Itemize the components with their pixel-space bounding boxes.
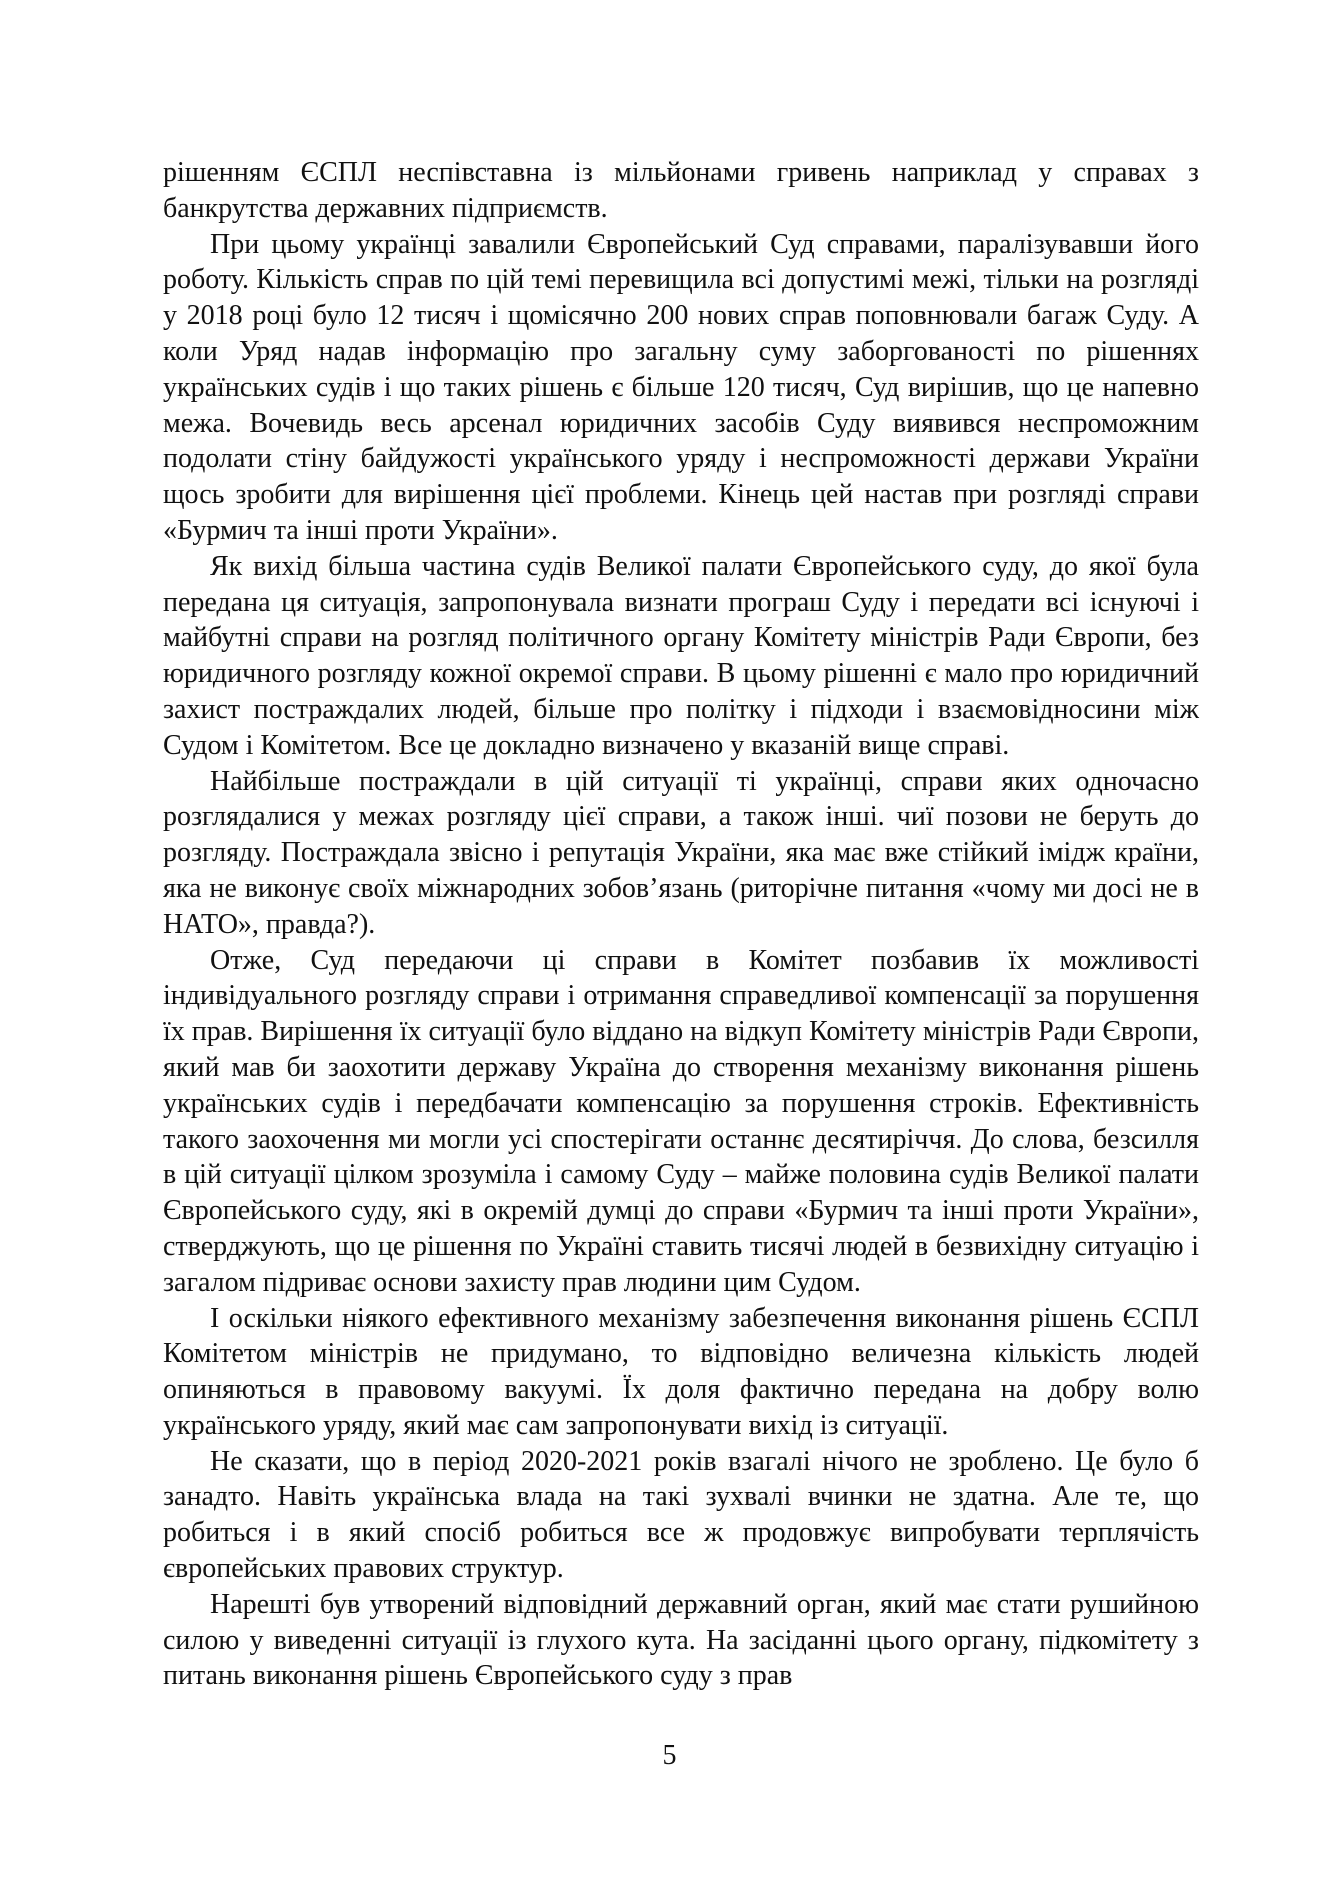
body-text: [163, 155, 1199, 1694]
paragraph: Найбільше постраждали в цій ситуації ті українці, справи яких одночасно розглядалися у межах розгляду цієї справи, а також інші. чиї позови не беруть до розгляду. Постраждала звісно і репутація України, яка має вже стійкий імідж країни, яка не виконує своїх міжнародних зобов’язань (риторічне питання «чому ми досі не в НАТО», правда?).: [163, 765, 1199, 940]
paragraph: Нарешті був утворений відповідний державний орган, який має стати рушийною силою у виведенні ситуації із глухого кута. На засіданні цього органу, підкомітету з питань виконання рішень Європейського суду з прав: [163, 1588, 1199, 1692]
paragraph: Отже, Суд передаючи ці справи в Комітет позбавив їх можливості індивідуального розгляду справи і отримання справедливої компенсації за порушення їх прав. Вирішення їх ситуації було віддано на відкуп Комітету міністрів Ради Європи, який мав би заохотити державу Україна до створення механізму виконання рішень українських судів і передбачати компенсацію за порушення строків. Ефективність такого заохочення ми могли усі спостерігати останнє десятиріччя. До слова, безсилля в цій ситуації цілком зрозуміла і самому Суду – майже половина судів Великої палати Європейського суду, які в окремій думці до справи «Бурмич та інші проти України», стверджують, що це рішення по Україні ставить тисячі людей в безвихідну ситуацію і загалом підриває основи захисту прав людини цим Судом.: [163, 944, 1199, 1298]
page-number: 5: [662, 1740, 677, 1771]
paragraph: Як вихід більша частина судів Великої палати Європейського суду, до якої була передана ця ситуація, запропонувала визнати програш Суду і передати всі існуючі і майбутні справи на розгляд політичного органу Комітету міністрів Ради Європи, без юридичного розгляду кожної окремої справи. В цьому рішенні є мало про юридичний захист постраждалих людей, більше про політку і підходи і взаємовідносини між Судом і Комітетом. Все це докладно визначено у вказаній вище справі.: [163, 550, 1199, 761]
paragraph: При цьому українці завалили Європейський Суд справами, паралізувавши його роботу. Кількість справ по цій темі перевищила всі допустимі межі, тільки на розгляді у 2018 році було 12 тисяч і щомісячно 200 нових справ поповнювали багаж Суду. А коли Уряд надав інформацію про загальну суму заборгованості по рішеннях українських судів і що таких рішень є більше 120 тисяч, Суд вирішив, що це напевно межа. Вочевидь весь арсенал юридичних засобів Суду виявився неспроможним подолати стіну байдужості українського уряду і неспроможності держави України щось зробити для вирішення цієї проблеми. Кінець цей настав при розгляді справи «Бурмич та інші проти України».: [163, 228, 1199, 546]
paragraph-continued: рішенням ЄСПЛ неспівставна із мільйонами гривень наприклад у справах з банкрутства державних підприємств.: [163, 157, 1199, 224]
paragraph: І оскільки ніякого ефективного механізму забезпечення виконання рішень ЄСПЛ Комітетом міністрів не придумано, то відповідно величезна кількість людей опиняються в правовому вакуумі. Їх доля фактично передана на добру волю українського уряду, який має сам запропонувати вихід із ситуації.: [163, 1302, 1199, 1441]
paragraph: Не сказати, що в період 2020-2021 років взагалі нічого не зроблено. Це було б занадто. Навіть українська влада на такі зухвалі вчинки не здатна. Але те, що робиться і в який спосіб робиться все ж продовжує випробувати терплячість європейських правових структур.: [163, 1445, 1199, 1585]
